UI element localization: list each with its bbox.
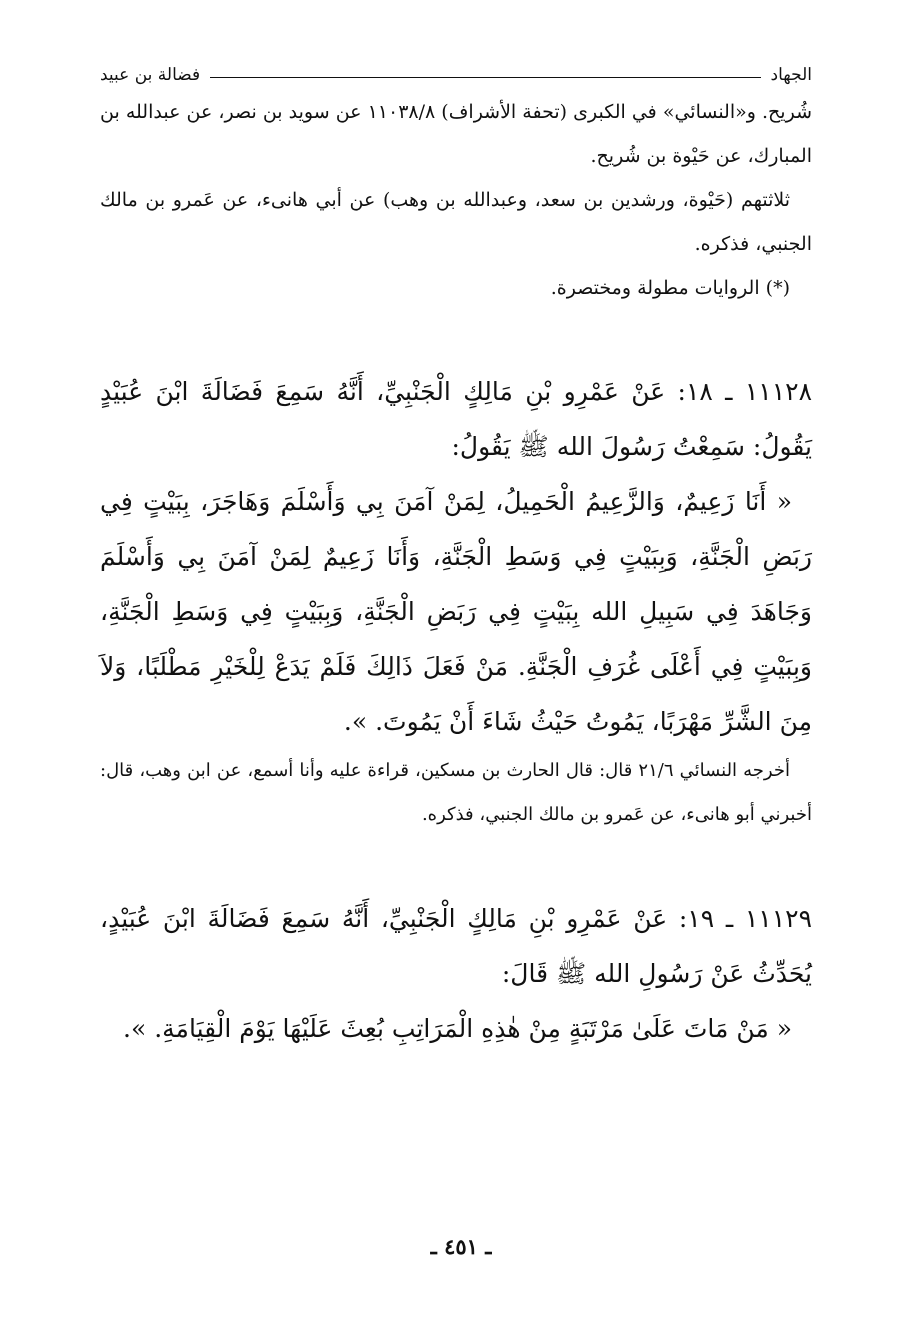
running-head-rule: [210, 77, 760, 78]
footnote-line-2: ثلاثتهم (حَيْوة، ورشدين بن سعد، وعبدالله بن وهب) عن أبي هانىء، عن عَمرو بن مالك الجنبي، فذكره.: [100, 189, 812, 255]
hadith-2-matn: « مَنْ مَاتَ عَلَىٰ مَرْتَبَةٍ مِنْ هٰذِهِ الْمَرَاتِبِ بُعِثَ عَلَيْهَا يَوْمَ الْقِيَامَةِ. ».: [123, 1014, 792, 1043]
page-body: [100, 60, 812, 1056]
running-head-chapter: فضالة بن عبيد: [100, 65, 201, 85]
running-head-section: الجهاد: [770, 65, 812, 85]
hadith-1-source: أخرجه النسائي ٢١/٦ قال: قال الحارث بن مسكين، قراءة عليه وأنا أسمع، عن ابن وهب، قال: أخبرني أبو هانىء، عن عَمرو بن مالك الجنبي، فذكره.: [100, 760, 812, 825]
hadith-1-header: ١١١٢٨ ـ ١٨: عَنْ عَمْرِو بْنِ مَالِكٍ الْجَنْبِيِّ، أَنَّهُ سَمِعَ فَضَالَةَ ابْنَ عُبَيْدٍ يَقُولُ: سَمِعْتُ رَسُولَ الله ﷺ يَقُولُ:: [100, 377, 813, 461]
footnote-line-1: شُريح. و«النسائي» في الكبرى (تحفة الأشراف) ١١٠٣٨/٨ عن سويد بن نصر، عن عبدالله بن المبارك، عن حَيْوة بن شُريح.: [100, 101, 812, 167]
hadith-1-matn: « أَنَا زَعِيمٌ، وَالزَّعِيمُ الْحَمِيلُ، لِمَنْ آمَنَ بِي وَأَسْلَمَ وَهَاجَرَ، بِبَيْتٍ فِي رَبَضِ الْجَنَّةِ، وَبِبَيْتٍ فِي وَسَطِ الْجَنَّةِ، وَأَنَا زَعِيمٌ لِمَنْ آمَنَ بِي وَأَسْلَمَ وَجَاهَدَ فِي سَبِيلِ الله بِبَيْتٍ فِي رَبَضِ الْجَنَّةِ، وَبِبَيْتٍ فِي وَسَطِ الْجَنَّةِ، وَبِبَيْتٍ فِي أَعْلَى غُرَفِ الْجَنَّةِ. مَنْ فَعَلَ ذَالِكَ فَلَمْ يَدَعْ لِلْخَيْرِ مَطْلَبًا، وَلاَ مِنَ الشَّرِّ مَهْرَبًا، يَمُوتُ حَيْثُ شَاءَ أَنْ يَمُوتَ. ».: [100, 487, 812, 736]
running-head: [100, 60, 812, 90]
hadith-2-header: ١١١٢٩ ـ ١٩: عَنْ عَمْرِو بْنِ مَالِكٍ الْجَنْبِيِّ، أَنَّهُ سَمِعَ فَضَالَةَ ابْنَ عُبَيْدٍ، يُحَدِّثُ عَنْ رَسُولِ الله ﷺ قَالَ:: [100, 904, 812, 988]
page-number: ـ ٤٥١ ـ: [430, 1234, 492, 1259]
footnote-line-3: (*) الروايات مطولة ومختصرة.: [550, 277, 790, 299]
